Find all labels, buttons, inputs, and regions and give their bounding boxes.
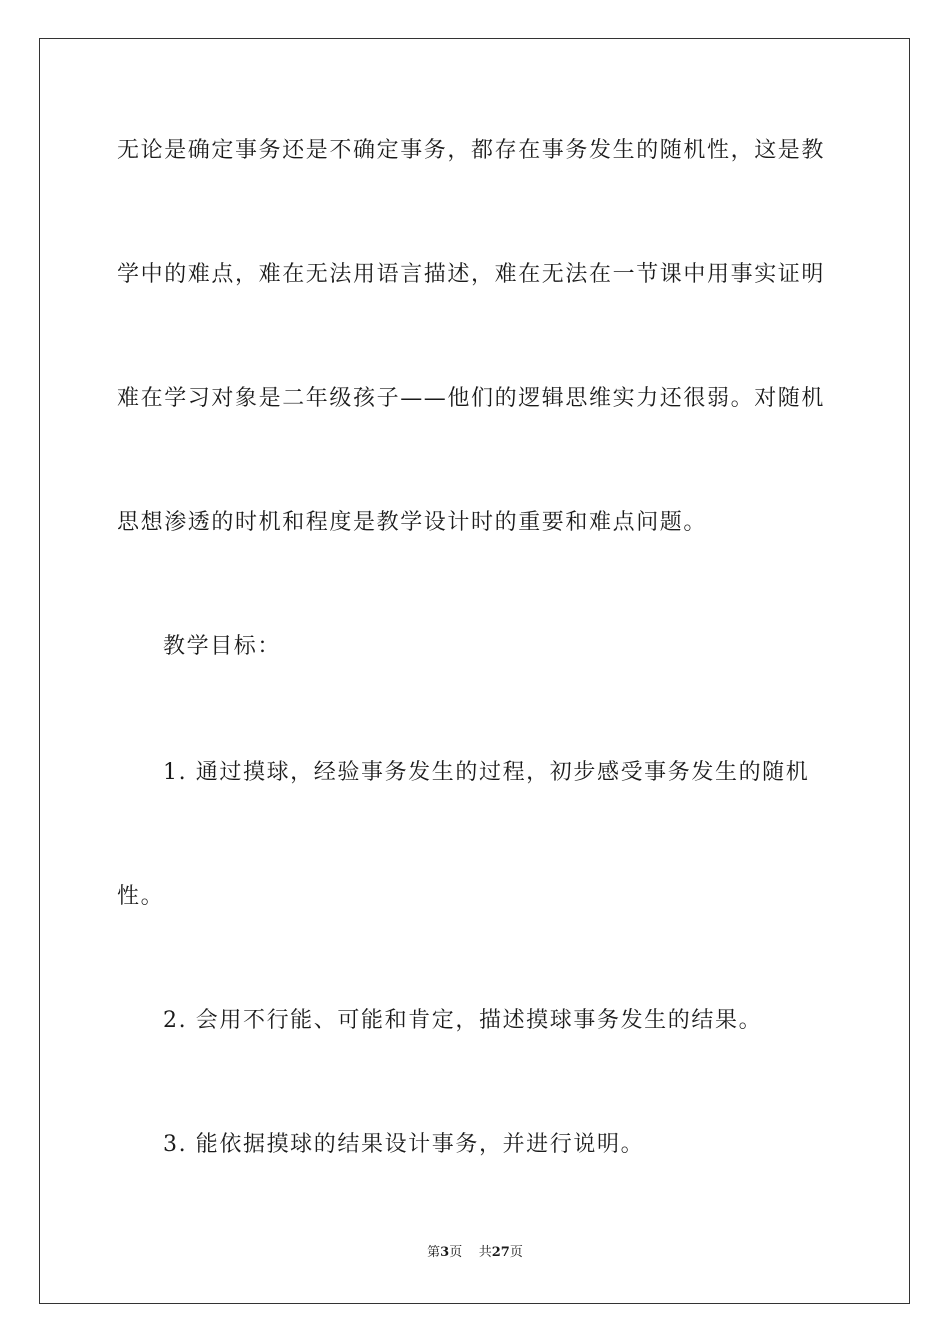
- footer-page-number: 3: [440, 1245, 450, 1260]
- section-heading-objectives: 教学目标：: [163, 634, 282, 659]
- page-border: [39, 38, 910, 1304]
- objective-1-line-1: 1. 通过摸球，经验事务发生的过程，初步感受事务发生的随机: [163, 760, 810, 785]
- paragraph-line-1: 无论是确定事务还是不确定事务，都存在事务发生的随机性，这是教: [117, 138, 826, 163]
- footer-total-suffix: 页: [509, 1245, 523, 1260]
- footer-page-suffix: 页: [449, 1245, 463, 1260]
- objective-1-line-2: 性。: [117, 884, 165, 909]
- objective-2: 2. 会用不行能、可能和肯定，描述摸球事务发生的结果。: [163, 1008, 763, 1033]
- footer-page-prefix: 第: [427, 1245, 441, 1260]
- footer-total-prefix: 共: [478, 1245, 492, 1260]
- paragraph-line-4: 思想渗透的时机和程度是教学设计时的重要和难点问题。: [117, 510, 708, 535]
- objective-3: 3. 能依据摸球的结果设计事务，并进行说明。: [163, 1132, 645, 1157]
- paragraph-line-2: 学中的难点，难在无法用语言描述，难在无法在一节课中用事实证明: [117, 262, 826, 287]
- footer-total-pages: 27: [491, 1245, 510, 1260]
- paragraph-line-3: 难在学习对象是二年级孩子——他们的逻辑思维实力还很弱。对随机: [117, 386, 826, 411]
- page-footer: [0, 1244, 950, 1262]
